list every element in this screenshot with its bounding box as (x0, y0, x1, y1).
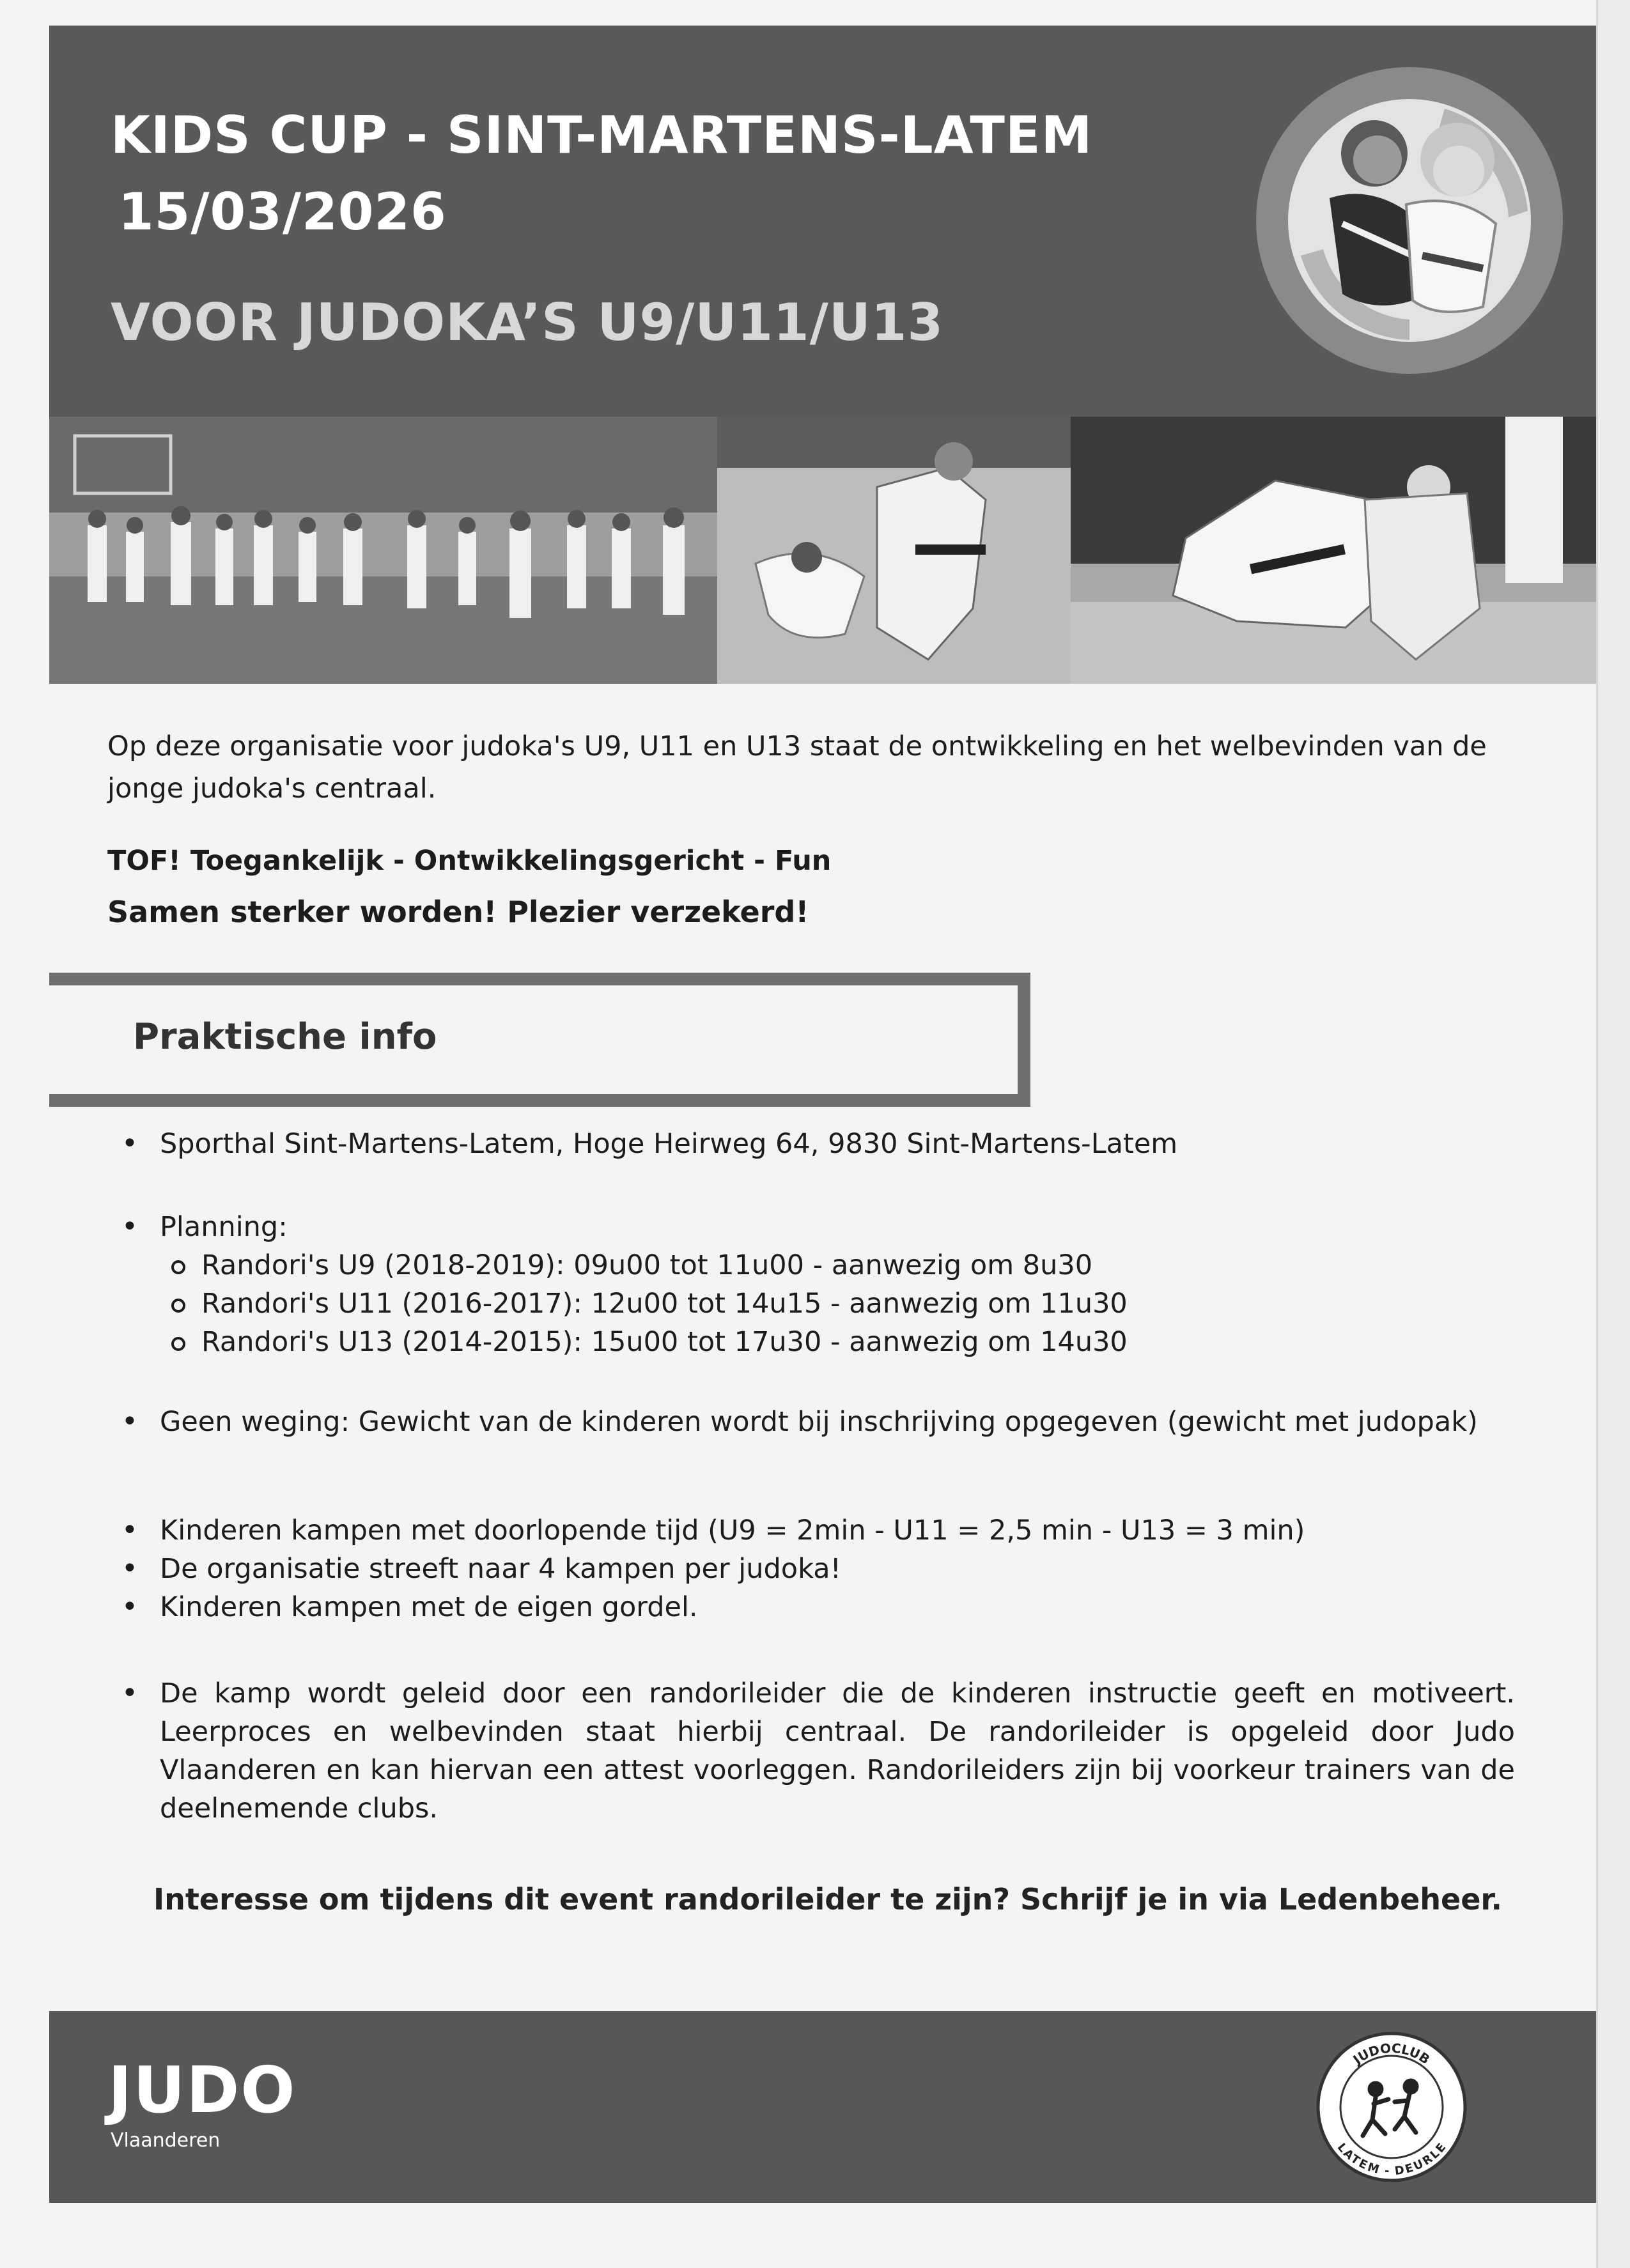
planning-item-u13: Randori's U13 (2014-2015): 15u00 tot 17u30 - aanwezig om 14u30 (160, 1323, 1515, 1361)
judo-kids-emblem (1253, 64, 1566, 377)
planning-sublist (160, 1246, 1515, 1361)
event-date: 15/03/2026 (118, 182, 447, 242)
page-edge (1596, 0, 1630, 2268)
duration-text: Kinderen kampen met doorlopende tijd (U9 = 2min - U11 = 2,5 min - U13 = 3 min) (160, 1515, 1305, 1547)
photo-judo-match (717, 417, 1071, 684)
location-text: Sporthal Sint-Martens-Latem, Hoge Heirweg 64, 9830 Sint-Martens-Latem (160, 1128, 1178, 1160)
section-title: Praktische info (133, 1016, 437, 1058)
judo-logo-sub: Vlaanderen (111, 2129, 221, 2152)
call-to-action: Interesse om tijdens dit event randorileider te zijn? Schrijf je in via Ledenbeheer. (153, 1882, 1503, 1917)
judoclub-latem-deurle-logo (1315, 2030, 1468, 2184)
leader-text: De kamp wordt geleid door een randorileider die de kinderen instructie geeft en motiveert. Leerproces en welbevinden staat hierbij centraal. De randorileider is opgeleid door Judo Vlaanderen en kan hiervan een attest voorleggen. Randorileiders zijn bij voorkeur trainers van de deelnemende clubs. (160, 1678, 1515, 1824)
belt-text: Kinderen kampen met de eigen gordel. (160, 1591, 698, 1623)
footer-banner (49, 2011, 1596, 2203)
event-subtitle: VOOR JUDOKA’S U9/U11/U13 (111, 293, 944, 352)
planning-item-u11: Randori's U11 (2016-2017): 12u00 tot 14u15 - aanwezig om 11u30 (160, 1284, 1515, 1323)
photo-strip (49, 417, 1596, 684)
list-item-location (121, 1125, 1515, 1163)
header-banner (49, 26, 1596, 417)
list-item-weighing (121, 1403, 1515, 1441)
photo-dojo-group (49, 417, 717, 684)
list-item-fights (121, 1550, 1515, 1588)
judo-logo-word: JUDO (108, 2053, 297, 2127)
list-item-belt (121, 1588, 1515, 1626)
fights-text: De organisatie streeft naar 4 kampen per judoka! (160, 1553, 841, 1585)
photo-judo-throw (1071, 417, 1596, 684)
weighing-text: Geen weging: Gewicht van de kinderen wordt bij inschrijving opgegeven (gewicht met judopak) (160, 1406, 1478, 1438)
motto-line-2: Samen sterker worden! Plezier verzekerd! (107, 895, 809, 929)
club-logo-top-text: JUDOCLUB (1350, 2040, 1433, 2067)
list-item-planning (121, 1208, 1515, 1361)
motto-line-1: TOF! Toegankelijk - Ontwikkelingsgericht - Fun (107, 845, 832, 877)
planning-item-u9: Randori's U9 (2018-2019): 09u00 tot 11u00 - aanwezig om 8u30 (160, 1246, 1515, 1284)
club-logo-bottom-text: LATEM - DEURLE (1334, 2140, 1449, 2179)
event-title: KIDS CUP - SINT-MARTENS-LATEM (111, 105, 1093, 165)
list-item-leader (121, 1674, 1515, 1828)
intro-paragraph: Op deze organisatie voor judoka's U9, U11 en U13 staat de ontwikkeling en het welbevinden van de jonge judoka's centraal. (107, 730, 1487, 805)
planning-label: Planning: (160, 1211, 288, 1243)
list-item-duration (121, 1511, 1515, 1550)
